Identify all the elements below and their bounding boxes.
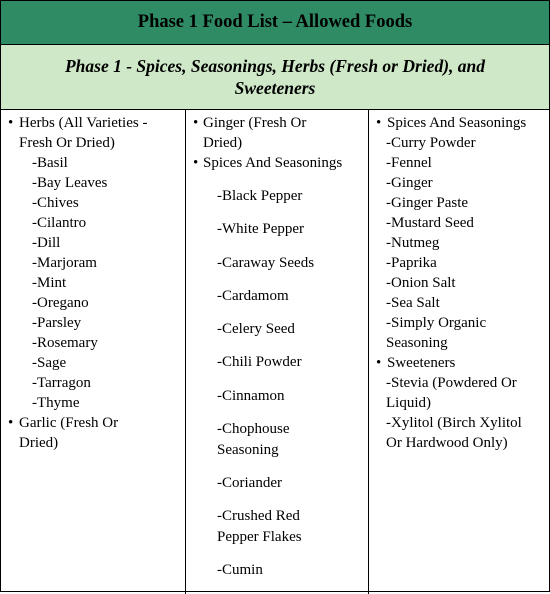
list-item: -Rosemary [32, 335, 98, 351]
list-item: -Tarragon [32, 375, 91, 391]
list-item: -Sage [32, 355, 67, 371]
list-item: -Mustard Seed [386, 215, 474, 231]
list-item: -Cilantro [32, 215, 87, 231]
category-garlic [1, 413, 149, 453]
spices-items [186, 173, 368, 580]
category-sweeteners [369, 353, 549, 373]
table-title [1, 1, 549, 45]
list-item: -Black Pepper [217, 188, 303, 204]
list-item: -Chili Powder [217, 354, 302, 371]
list-item: -Celery Seed [217, 321, 295, 338]
list-item: -Chives [32, 195, 79, 211]
list-item: -Bay Leaves [32, 175, 108, 191]
category-label: Herbs (All Varieties - Fresh Or Dried) [19, 115, 148, 151]
list-item: -Onion Salt [386, 275, 456, 291]
column-spices-1 [186, 110, 369, 594]
list-item: -Caraway Seeds [217, 254, 315, 271]
list-item: -Crushed Red Pepper Flakes [217, 508, 302, 545]
spices-items [369, 133, 549, 353]
herbs-items [1, 153, 185, 413]
list-item: -Curry Powder [386, 135, 476, 151]
list-item: -Chophouse Seasoning [217, 421, 290, 458]
list-item: -Mint [32, 275, 67, 291]
column-herbs [1, 110, 186, 594]
list-item: -Cumin [217, 561, 263, 578]
category-label: Spices And Seasonings [387, 115, 527, 131]
list-item: -Parsley [32, 315, 82, 331]
list-item: -Cardamom [217, 287, 289, 304]
list-item: -Thyme [32, 395, 80, 411]
category-label: Spices And Seasonings [203, 155, 343, 171]
list-item: -Cinnamon [217, 387, 285, 404]
table-subtitle [1, 45, 549, 110]
column-spices-2 [369, 110, 549, 594]
list-item: -Coriander [217, 474, 282, 491]
list-item: -Dill [32, 235, 61, 251]
list-item: -Basil [32, 155, 68, 171]
category-spices-and-seasonings [186, 153, 368, 173]
list-item: -Marjoram [32, 255, 97, 271]
sweeteners-items [369, 373, 549, 453]
list-item: -Stevia (Powdered Or Liquid) [386, 375, 517, 411]
category-label: Ginger (Fresh Or Dried) [203, 115, 307, 151]
list-item: -Nutmeg [386, 235, 440, 251]
table-subtitle-text: Phase 1 - Spices, Seasonings, Herbs (Fresh or Dried), and Sweeteners [64, 56, 486, 98]
list-item: -Simply Organic Seasoning [386, 315, 487, 351]
category-herbs [1, 113, 169, 153]
list-item: -Sea Salt [386, 295, 440, 311]
table-title-text: Phase 1 Food List – Allowed Foods [137, 12, 413, 32]
category-label: Garlic (Fresh Or Dried) [19, 415, 119, 451]
list-item: -Ginger [386, 175, 433, 191]
category-ginger [186, 113, 323, 153]
category-spices-and-seasonings [369, 113, 549, 133]
list-item: -Oregano [32, 295, 89, 311]
list-item: -Ginger Paste [386, 195, 469, 211]
list-item: -Fennel [386, 155, 432, 171]
list-item: -White Pepper [217, 221, 305, 238]
category-label: Sweeteners [387, 355, 456, 371]
list-item: -Paprika [386, 255, 437, 271]
list-item: -Xylitol (Birch Xylitol Or Hardwood Only) [386, 415, 522, 451]
